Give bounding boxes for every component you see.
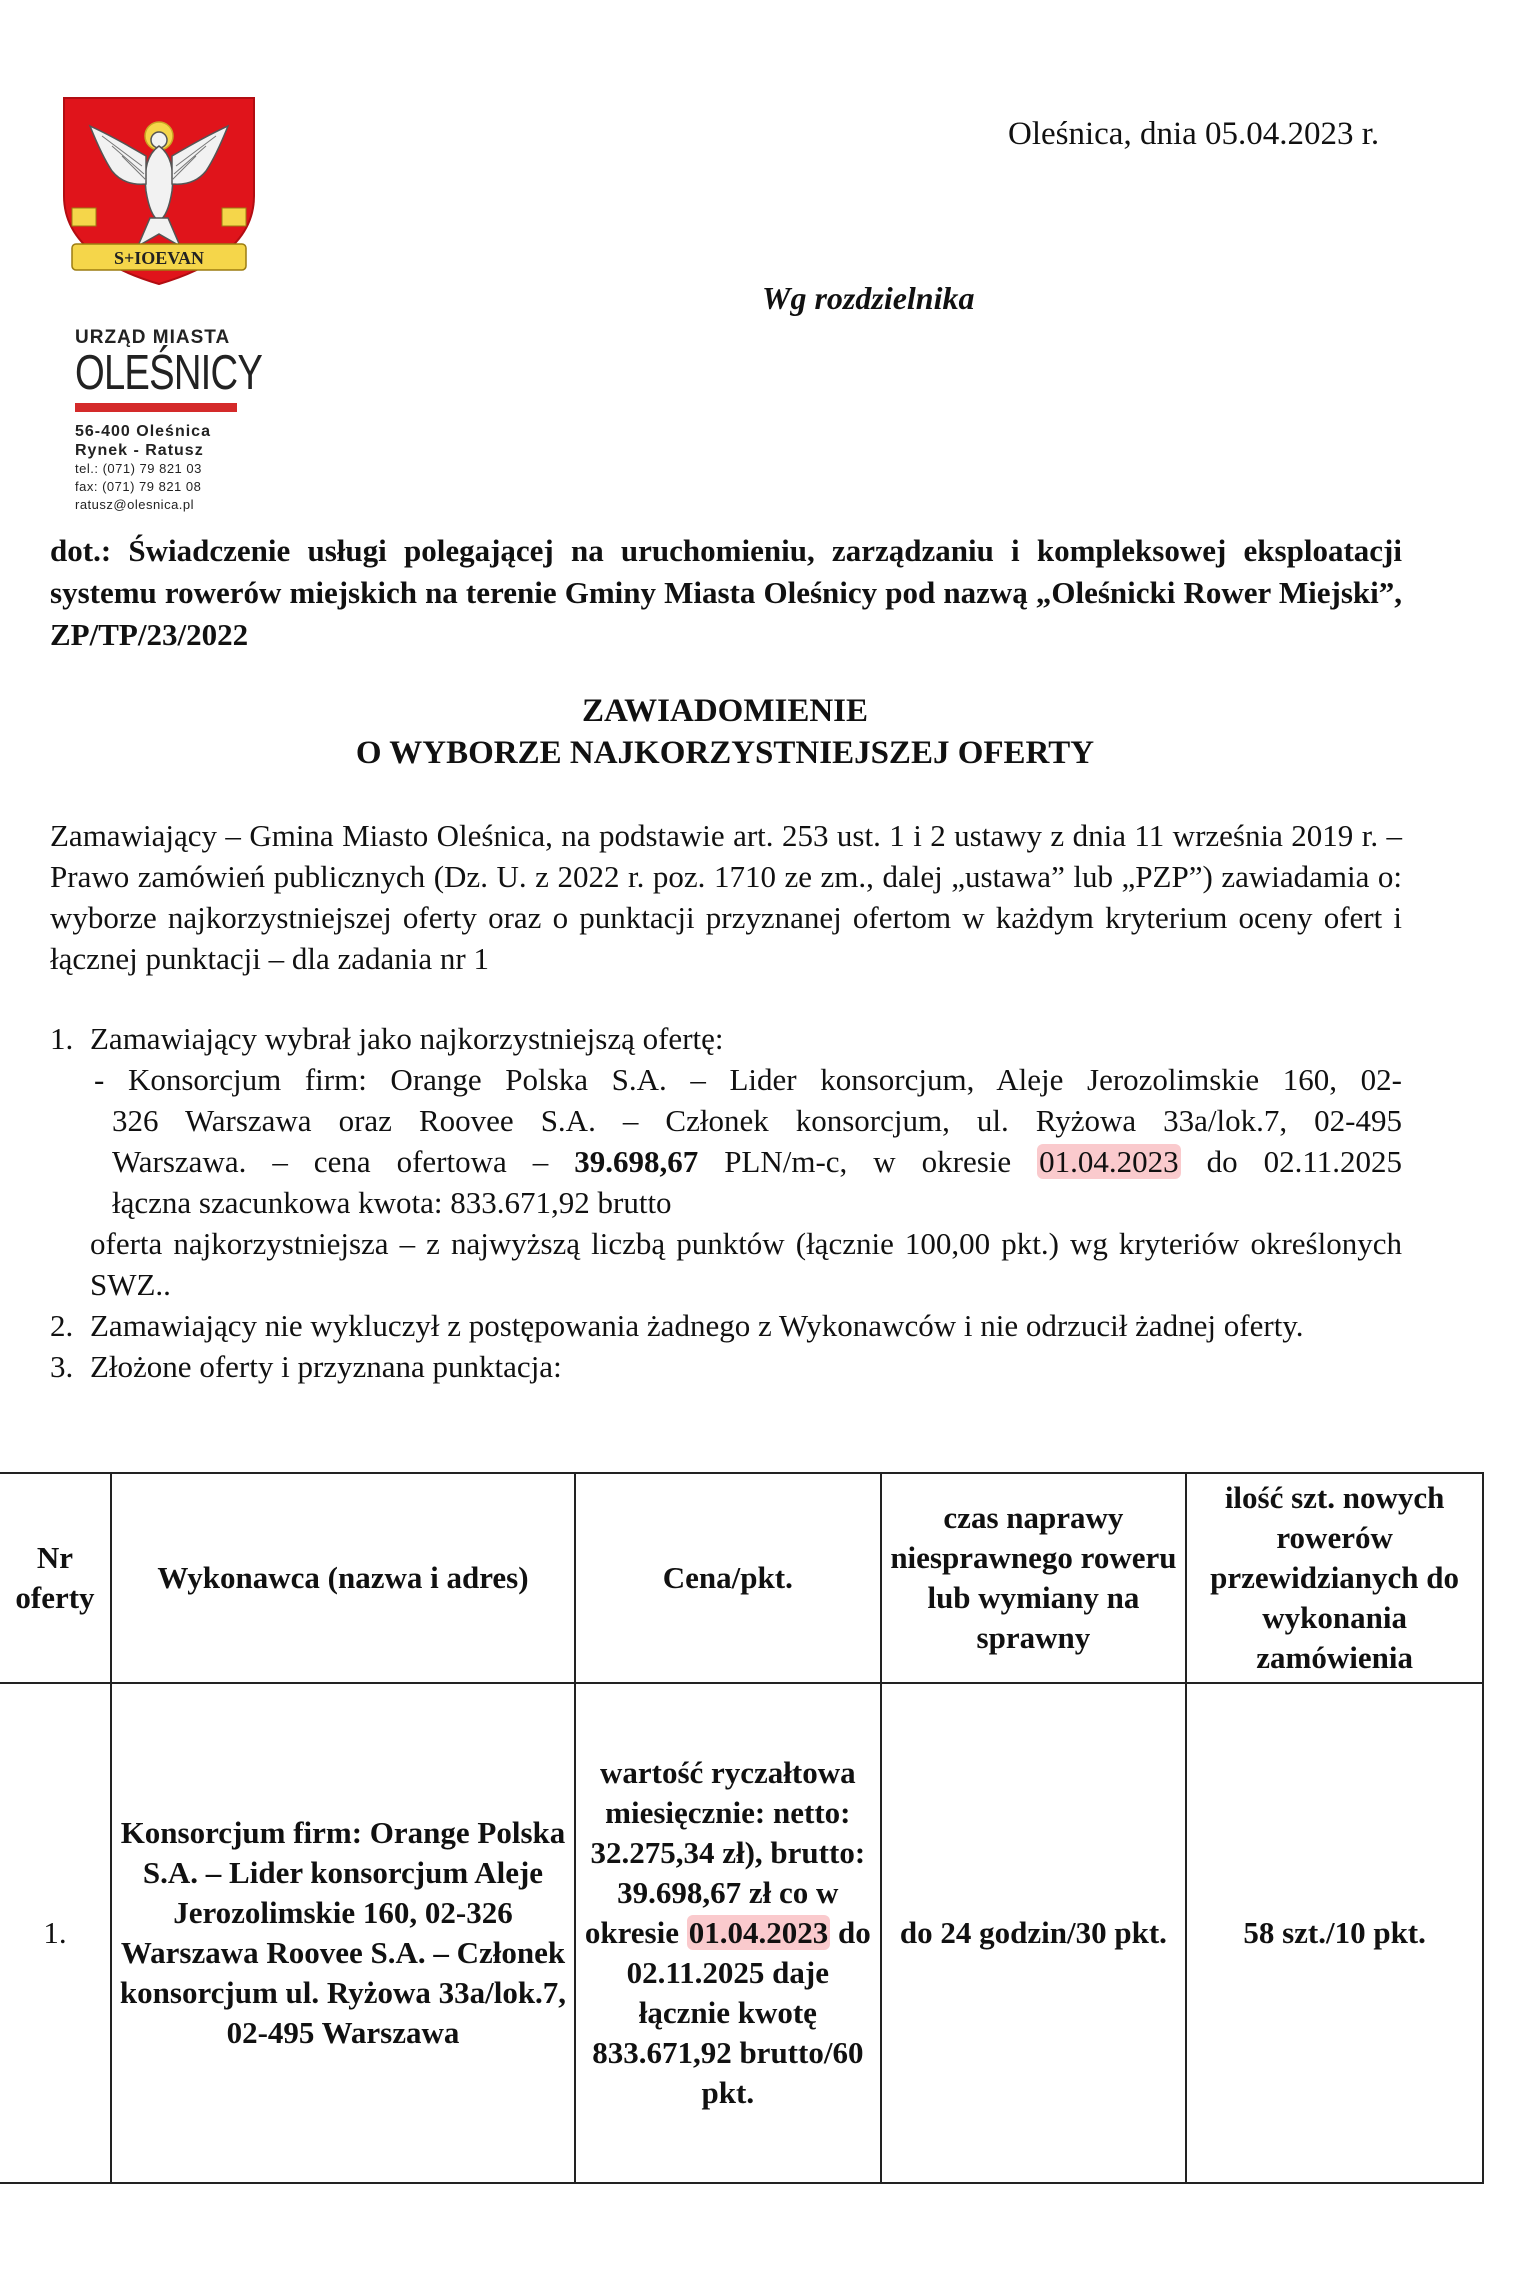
table-row (0, 1683, 1483, 2183)
office-fax: fax: (071) 79 821 08 (75, 479, 202, 494)
cell-cena-pre: wartość ryczałtowa miesięcznie: netto: 32.275,34 zł), brutto: 39.698,67 zł co w okresie (584, 1755, 866, 1950)
document-title (0, 690, 1450, 774)
offers-table (0, 1472, 1484, 2184)
office-tel: tel.: (071) 79 821 03 (75, 461, 202, 476)
subject-text: Świadczenie usługi polegającej na uruchomieniu, zarządzaniu i kompleksowej eksploatacji systemu rowerów miejskich na terenie Gminy Miasta Oleśnicy pod nazwą „Oleśnicki Rower Miejski”, ZP/TP/23/2022 (50, 533, 1402, 652)
list-item (50, 1018, 1402, 1305)
list-item (50, 1305, 1402, 1346)
office-email: ratusz@olesnica.pl (75, 497, 195, 512)
logo-banner-text: S+IOEVAN (114, 248, 204, 268)
office-name-line2: OLEŚNICY (75, 346, 263, 400)
cell-ilosc: 58 szt./10 pkt. (1186, 1683, 1483, 2183)
document-date: Oleśnica, dnia 05.04.2023 r. (1008, 116, 1380, 152)
header-cena: Cena/pkt. (575, 1473, 881, 1683)
offer-end-date: do 02.11.2025 (1180, 1144, 1402, 1179)
cell-czas: do 24 godzin/30 pkt. (881, 1683, 1187, 2183)
cell-nr: 1. (0, 1683, 111, 2183)
office-header (75, 327, 263, 514)
subject-prefix: dot.: (50, 533, 112, 568)
list-number: 2. (50, 1308, 74, 1343)
subject-paragraph (50, 530, 1402, 656)
list-item-text: Złożone oferty i przyznana punktacja: (90, 1349, 562, 1384)
offer-line-1: - Konsorcjum firm: Orange Polska S.A. – Lider konsorcjum, Aleje Jerozolimskie 160, 02- (94, 1062, 1402, 1097)
offer-line-2: 326 Warszawa oraz Roovee S.A. – Członek konsorcjum, ul. Ryżowa 33a/lok.7, 02-495 (112, 1103, 1402, 1138)
coat-of-arms-logo (62, 96, 256, 286)
list-number: 1. (50, 1021, 74, 1056)
office-address-city: 56-400 Oleśnica (75, 423, 211, 440)
cell-cena-post: do 02.11.2025 daje łącznie kwotę 833.671,92 brutto/60 pkt. (592, 1915, 871, 2110)
offer-period-label: PLN/m-c, w okresie (698, 1144, 1038, 1179)
office-address (75, 422, 245, 514)
list-item-text: Zamawiający wybrał jako najkorzystniejszą ofertę: (90, 1021, 724, 1056)
offer-start-date-highlight: 01.04.2023 (1039, 1144, 1179, 1179)
list-number: 3. (50, 1349, 74, 1384)
title-line2: O WYBORZE NAJKORZYSTNIEJSZEJ OFERTY (355, 735, 1095, 771)
offer-summary: oferta najkorzystniejsza – z najwyższą liczbą punktów (łącznie 100,00 pkt.) wg kryteriów określonych SWZ.. (90, 1226, 1402, 1302)
header-wykonawca: Wykonawca (nazwa i adres) (111, 1473, 575, 1683)
office-name-line1: URZĄD MIASTA (75, 327, 231, 348)
header-nr: Nr oferty (0, 1473, 111, 1683)
header-ilosc: ilość szt. nowych rowerów przewidzianych do wykonania zamówienia (1186, 1473, 1483, 1683)
list-item-text: Zamawiający nie wykluczył z postępowania żadnego z Wykonawców i nie odrzucił żadnej oferty. (90, 1308, 1304, 1343)
cell-wykonawca: Konsorcjum firm: Orange Polska S.A. – Lider konsorcjum Aleje Jerozolimskie 160, 02-326 Warszawa Roovee S.A. – Członek konsorcjum ul. Ryżowa 33a/lok.7, 02-495 Warszawa (111, 1683, 575, 2183)
cell-cena-date-highlight: 01.04.2023 (688, 1915, 829, 1950)
title-line1: ZAWIADOMIENIE (581, 693, 869, 729)
offer-line-3 (90, 1141, 1402, 1182)
numbered-list (50, 1018, 1402, 1387)
office-divider (75, 403, 237, 412)
table-header-row (0, 1473, 1483, 1683)
intro-paragraph: Zamawiający – Gmina Miasto Oleśnica, na podstawie art. 253 ust. 1 i 2 ustawy z dnia 11 września 2019 r. – Prawo zamówień publicznych (Dz. U. z 2022 r. poz. 1710 ze zm., dalej „ustawa” lub „PZP”) zawiadamia o: wyborze najkorzystniejszej oferty oraz o punktacji przyznanej ofertom w każdym kryterium oceny ofert i łącznej punktacji – dla zadania nr 1 (50, 818, 1402, 976)
offer-line-4: łączna szacunkowa kwota: 833.671,92 brutto (112, 1185, 672, 1220)
list-item (50, 1346, 1402, 1387)
recipient: Wg rozdzielnika (762, 280, 975, 316)
offer-price-label: Warszawa. – cena ofertowa – (112, 1144, 575, 1179)
header-czas: czas naprawy niesprawnego roweru lub wymiany na sprawny (881, 1473, 1187, 1683)
offer-price: 39.698,67 (574, 1144, 699, 1179)
office-address-street: Rynek - Ratusz (75, 442, 204, 459)
cell-cena (575, 1683, 881, 2183)
